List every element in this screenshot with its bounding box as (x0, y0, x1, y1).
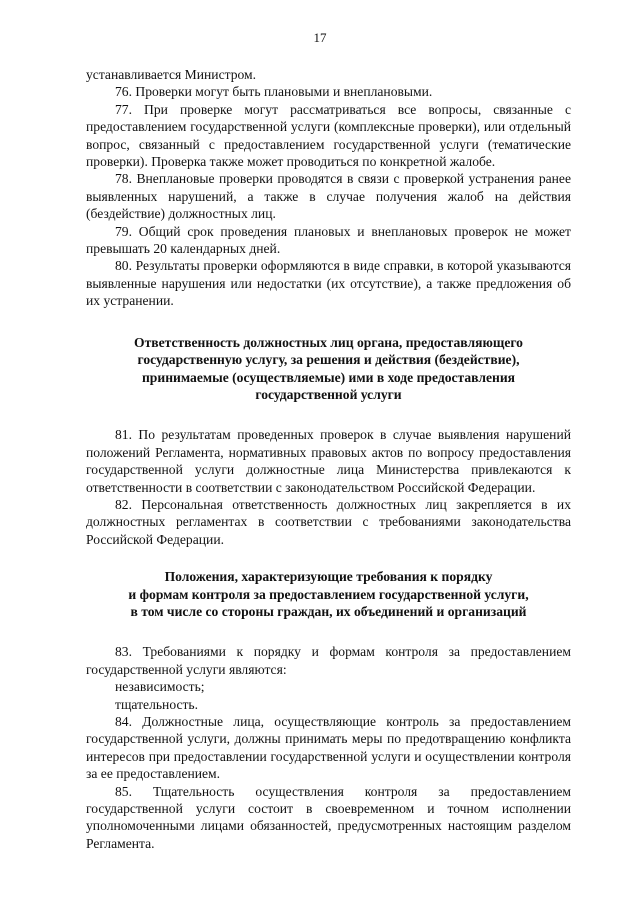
list-item-thoroughness: тщательность. (115, 696, 199, 712)
section-control-requirements (86, 643, 571, 852)
paragraph-80: 80. Результаты проверки оформляются в виде справки, в которой указываются выявленные нарушения или недостатки (их отсутствие), а также предложения об их устранении. (86, 258, 571, 309)
heading-line: Ответственность должностных лиц органа, предоставляющего (134, 334, 523, 350)
paragraph-77: 77. При проверке могут рассматриваться все вопросы, связанные с предоставлением государственной услуги (комплексные проверки), или отдельный вопрос, связанный с предоставлением государственной услуги (тематические проверки). Проверка также может проводиться по конкретной жалобе. (86, 101, 571, 170)
page-number: 17 (313, 30, 327, 45)
paragraph-81: 81. По результатам проведенных проверок в случае выявления нарушений положений Регламента, нормативных правовых актов по вопросу предоставления государственной услуги должностные лица Министерства привлекаются к ответственности в соответствии с законодательством Российской Федерации. (86, 427, 571, 495)
list-item-independence: независимость; (115, 679, 205, 695)
paragraph-84: 84. Должностные лица, осуществляющие контроль за предоставлением государственной услуги, должны принимать меры по предотвращению конфликта интересов при предоставлении государственной услуги и осуществлении контроля за ее предоставлением. (86, 714, 571, 782)
paragraph: устанавливается Министром. (86, 67, 257, 82)
paragraph-78: 78. Внеплановые проверки проводятся в связи с проверкой устранения ранее выявленных нарушений, а также в случае получения жалоб на действия (бездействие) должностных лиц. (86, 171, 571, 222)
document-body (86, 66, 571, 852)
paragraph-76: 76. Проверки могут быть плановыми и внеплановыми. (115, 84, 433, 100)
heading-line: принимаемые (осуществляемые) ими в ходе предоставления (141, 369, 516, 385)
section-heading-control-requirements (86, 568, 571, 620)
section-heading-responsibility (86, 334, 571, 404)
heading-line: государственной услуги (255, 386, 402, 402)
heading-line: государственную услугу, за решения и действия (бездействие), (137, 352, 520, 368)
paragraph-79: 79. Общий срок проведения плановых и внеплановых проверок не может превышать 20 календарных дней. (86, 223, 571, 257)
heading-line: и формам контроля за предоставлением государственной услуги, (128, 586, 529, 602)
heading-line: Положения, характеризующие требования к порядку (164, 569, 493, 585)
paragraph-82: 82. Персональная ответственность должностных лиц закрепляется в их должностных регламентах в соответствии с требованиями законодательства Российской Федерации. (86, 496, 571, 547)
paragraph-83: 83. Требованиями к порядку и формам контроля за предоставлением государственной услуги являются: (86, 644, 571, 677)
heading-line: в том числе со стороны граждан, их объединений и организаций (130, 603, 527, 619)
paragraph-85: 85. Тщательность осуществления контроля за предоставлением государственной услуги состоит в своевременном и точном исполнении уполномоченными лицами обязанностей, предусмотренных настоящим разделом Регламента. (86, 783, 571, 851)
section-responsibility (86, 426, 571, 548)
section-inspections (86, 66, 571, 310)
